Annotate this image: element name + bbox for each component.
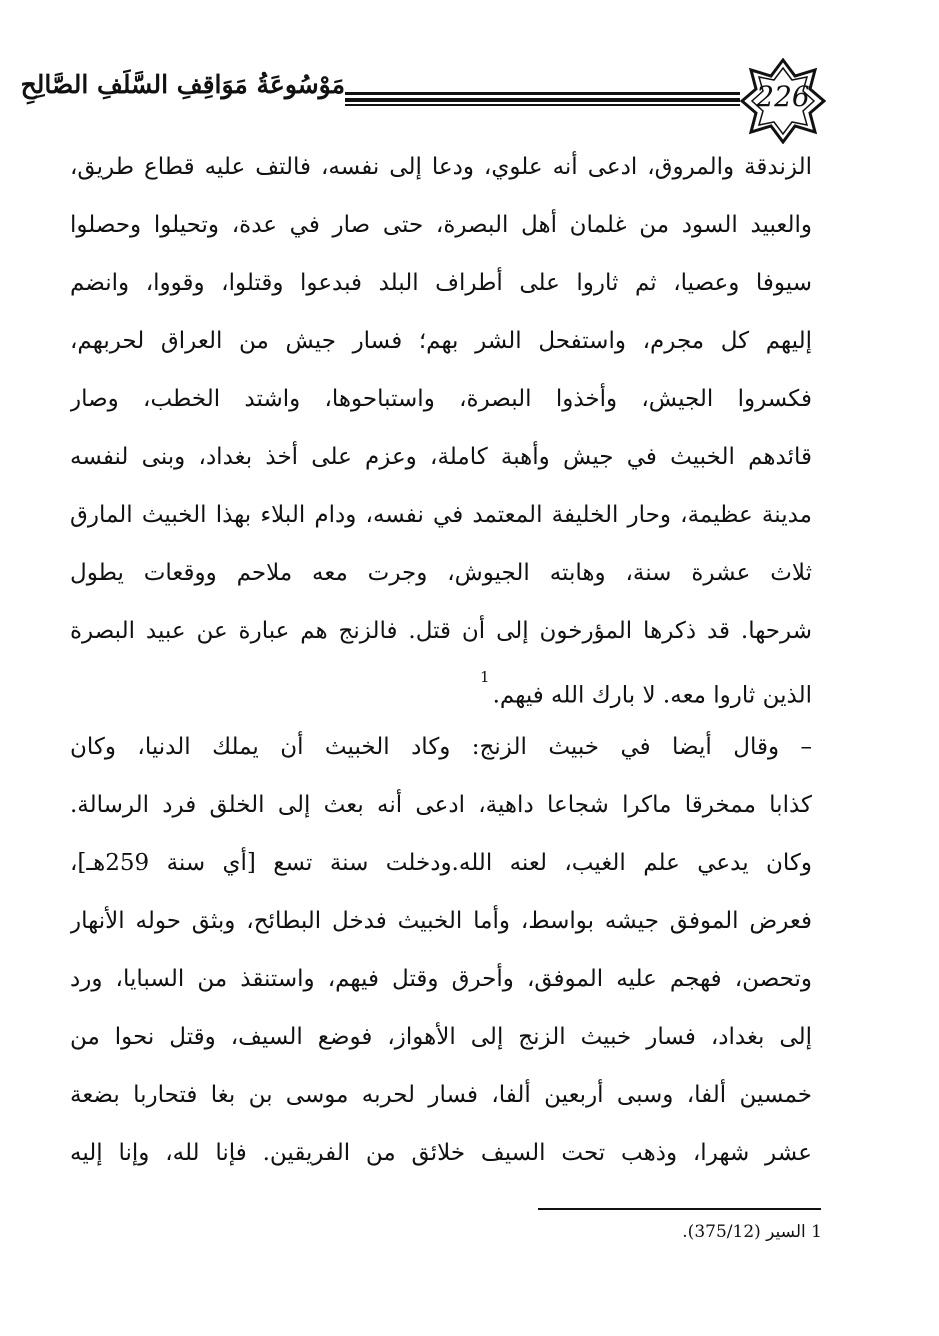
text-line-with-footnote — [70, 660, 812, 718]
text-line: وكان يدعي علم الغيب، لعنه الله.ودخلت سنة تسع [أي سنة 259هـ]، — [70, 850, 812, 876]
footnote-number: 1 — [811, 1222, 822, 1242]
footnote-reference: 1 — [480, 668, 490, 686]
text-line: كذابا ممخرقا ماكرا شجاعا داهية، ادعى أنه بعث إلى الخلق فرد الرسالة. — [70, 792, 812, 818]
footnote-divider — [538, 1208, 821, 1210]
text-line: الذين ثاروا معه. لا بارك الله فيهم. — [492, 682, 812, 709]
page-header — [20, 58, 830, 143]
text-line: عشر شهرا، وذهب تحت السيف خلائق من الفريقين. فإنا لله، وإنا إليه — [70, 1140, 812, 1166]
text-line: إلى بغداد، فسار خبيث الزنج إلى الأهواز، فوضع السيف، وقتل نحوا من — [70, 1024, 812, 1050]
text-line: وتحصن، فهجم عليه الموفق، وأحرق وقتل فيهم، واستنقذ من السبايا، ورد — [70, 966, 812, 992]
text-line: فعرض الموفق جيشه بواسط، وأما الخبيث فدخل البطائح، وبثق حوله الأنهار — [70, 908, 812, 934]
text-line: ثلاث عشرة سنة، وهابته الجيوش، وجرت معه ملاحم ووقعات يطول — [70, 560, 812, 586]
text-line: – وقال أيضا في خبيث الزنج: وكاد الخبيث أن يملك الدنيا، وكان — [70, 734, 812, 760]
text-line: إليهم كل مجرم، واستفحل الشر بهم؛ فسار جيش من العراق لحربهم، — [70, 328, 812, 354]
book-title: مَوْسُوعَةُ مَوَاقِفِ السَّلَفِ الصَّالِحِ — [20, 70, 345, 99]
text-line: سيوفا وعصيا، ثم ثاروا على أطراف البلد فبدعوا وقتلوا، وقووا، وانضم — [70, 270, 812, 296]
footnote-text: السير (375/12). — [682, 1222, 806, 1242]
text-line: والعبيد السود من غلمان أهل البصرة، حتى صار في عدة، وتحيلوا وحصلوا — [70, 212, 812, 238]
text-line: خمسين ألفا، وسبى أربعين ألفا، فسار لحربه موسى بن بغا فتحاربا بضعة — [70, 1082, 812, 1108]
text-line: فكسروا الجيش، وأخذوا البصرة، واستباحوها، واشتد الخطب، وصار — [70, 386, 812, 412]
text-line: قائدهم الخبيث في جيش وأهبة كاملة، وعزم على أخذ بغداد، وبنى لنفسه — [70, 444, 812, 470]
footnote — [520, 1222, 822, 1242]
text-line: مدينة عظيمة، وحار الخليفة المعتمد في نفسه، ودام البلاء بهذا الخبيث المارق — [70, 502, 812, 528]
page-number-badge — [740, 58, 826, 144]
header-ornamental-rule — [345, 92, 740, 106]
text-line: الزندقة والمروق، ادعى أنه علوي، ودعا إلى نفسه، فالتف عليه قطاع طريق، — [70, 154, 812, 180]
page-number: 226 — [756, 80, 810, 113]
text-line: شرحها. قد ذكرها المؤرخون إلى أن قتل. فالزنج هم عبارة عن عبيد البصرة — [70, 618, 812, 644]
body-text — [70, 138, 812, 1182]
